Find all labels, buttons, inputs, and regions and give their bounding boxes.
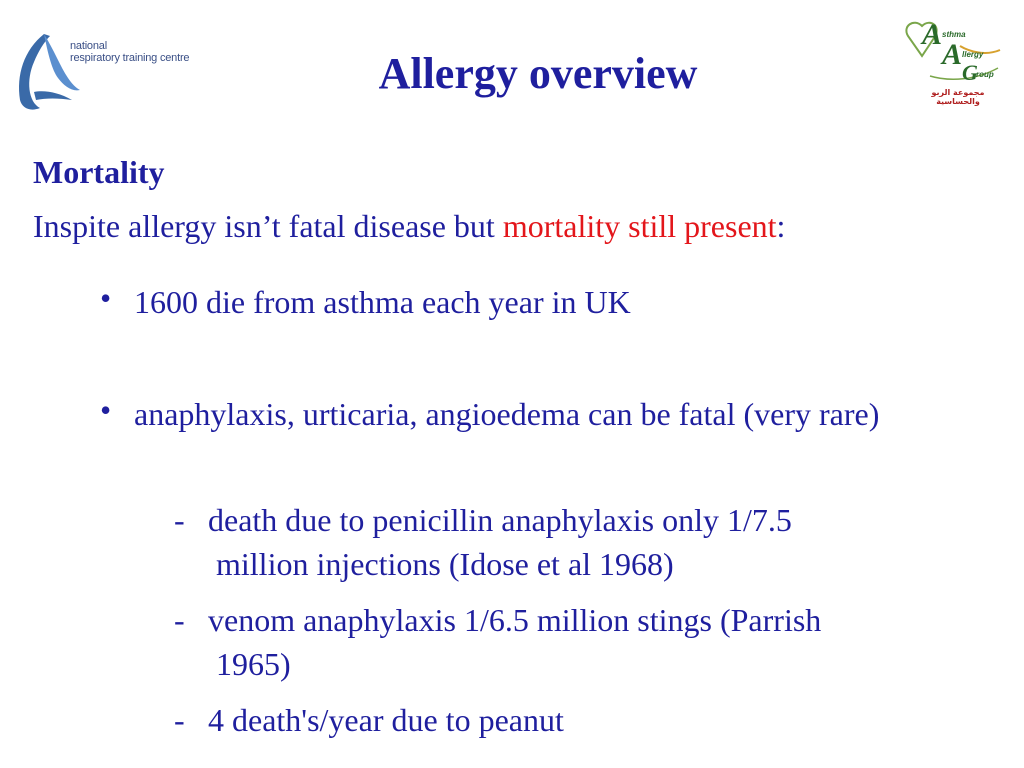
ntrc-logo-line2: respiratory training centre [70, 52, 190, 64]
aag-word-asthma: sthma [942, 30, 966, 39]
bullet-marker: • [100, 280, 112, 316]
sub-item-line2: 1965) [216, 646, 291, 682]
aag-arabic-caption: مجموعة الربو والحساسية [931, 88, 985, 106]
intro-prefix: Inspite allergy isn’t fatal disease but [33, 208, 503, 244]
sub-item-line2: million injections (Idose et al 1968) [216, 546, 674, 582]
intro-highlight: mortality still present [502, 208, 777, 244]
intro-suffix: : [776, 208, 786, 244]
sub-item-line1: 4 death's/year due to peanut [208, 702, 564, 738]
bullet-text: anaphylaxis, urticaria, angioedema can be fatal (very rare) [134, 396, 880, 432]
sub-item-line1: venom anaphylaxis 1/6.5 million stings (Parrish [208, 602, 822, 638]
aag-letter-a1: A [922, 18, 943, 51]
aag-letter-g: G [962, 60, 978, 85]
sub-item-line1: death due to penicillin anaphylaxis only 1/7.5 [208, 502, 792, 538]
intro-line [33, 208, 785, 245]
section-heading: Mortality [33, 154, 165, 190]
aag-word-group: roup [976, 70, 994, 79]
bullet-text: 1600 die from asthma each year in UK [134, 284, 631, 320]
sub-item-marker: - [174, 702, 185, 738]
aag-letter-a2: A [942, 38, 963, 71]
bullet-marker: • [100, 392, 112, 428]
ntrc-logo-line1: national [70, 40, 107, 52]
aag-word-allergy: llergy [962, 50, 984, 59]
sub-item-marker: - [174, 502, 185, 538]
slide-title: Allergy overview [378, 49, 698, 98]
sub-item-marker: - [174, 602, 185, 638]
